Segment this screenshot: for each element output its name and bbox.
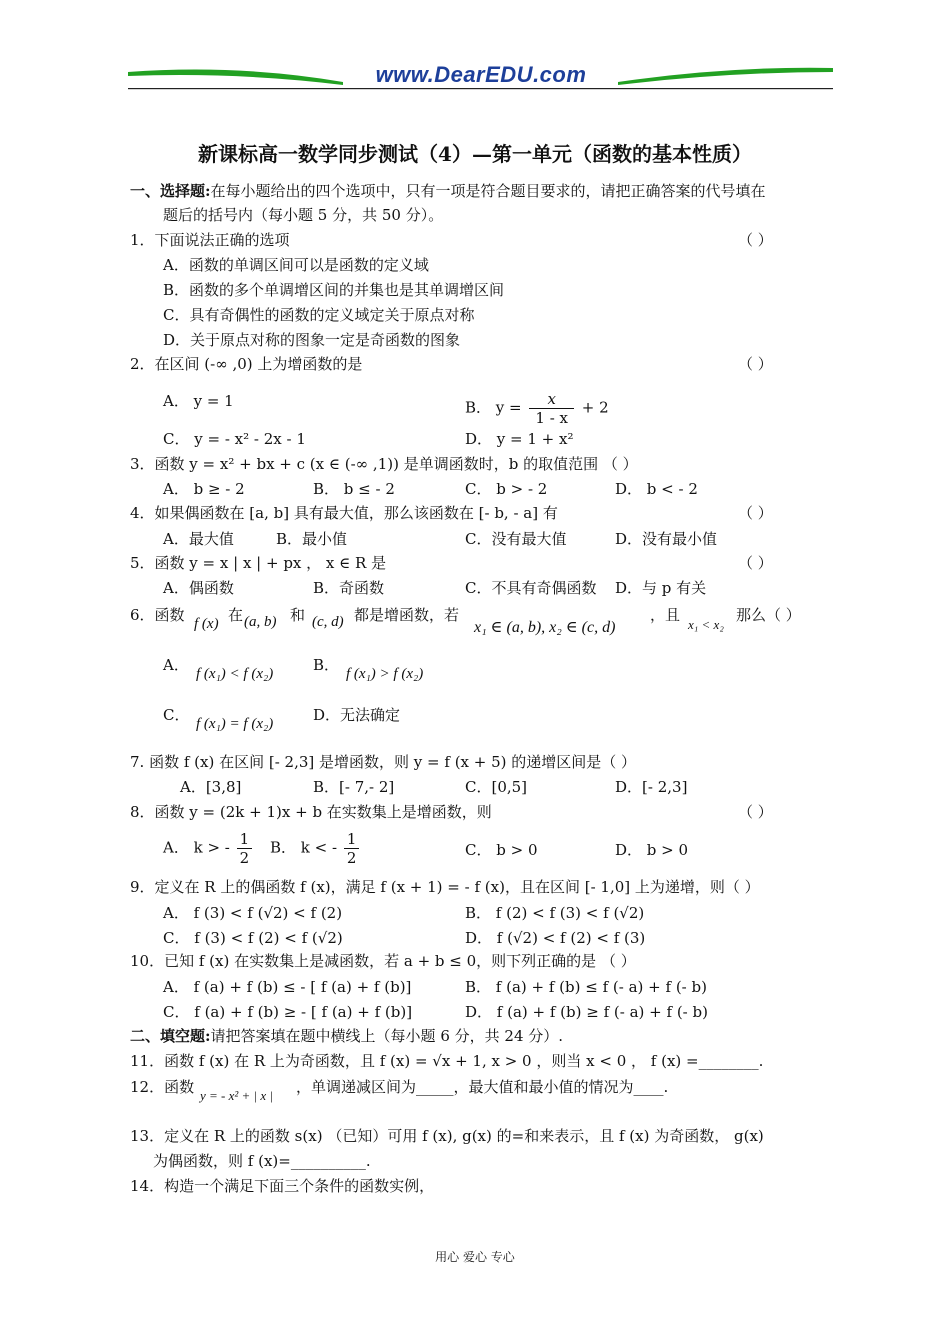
q1-option-b: B．函数的多个单调增区间的并集也是其单调增区间 bbox=[163, 281, 505, 299]
q2-option-b-tail: + 2 bbox=[581, 398, 609, 417]
q8-option-c: C． b > 0 bbox=[465, 841, 538, 859]
q6-interval-cd: (c, d) bbox=[312, 614, 344, 630]
q13-line-1: 13．定义在 R 上的函数 s(x) （已知）可用 f (x), g(x) 的=和来表示，且 f (x) 为奇函数， g(x) bbox=[130, 1127, 764, 1145]
q1-option-c: C．具有奇偶性的函数的定义域定关于原点对称 bbox=[163, 306, 475, 324]
q6-option-c-label: C． bbox=[163, 706, 190, 724]
section1-intro-text: 在每小题给出的四个选项中，只有一项是符合题目要求的，请把正确答案的代号填在 bbox=[210, 182, 766, 200]
q6-stem-start: 6．函数 bbox=[130, 606, 185, 624]
q7-option-b: B．[- 7,- 2] bbox=[313, 778, 395, 796]
q8-option-d: D． b > 0 bbox=[615, 841, 689, 859]
section1-intro bbox=[130, 180, 766, 201]
q6-option-b: f (x₁) > f (x₂) bbox=[346, 666, 424, 682]
q4-option-b: B．最小值 bbox=[276, 530, 348, 548]
q4-stem: 4．如果偶函数在 [a, b] 具有最大值，那么该函数在 [- b, - a] 有 bbox=[130, 504, 558, 522]
q2-option-b-label: B． y = bbox=[465, 398, 522, 417]
q9-option-d: D． f (√2) < f (2) < f (3) bbox=[465, 929, 646, 947]
q2-b-numerator: x bbox=[529, 390, 574, 409]
q14-stem: 14．构造一个满足下面三个条件的函数实例， bbox=[130, 1177, 435, 1195]
q8-option-b-label: B． k < - bbox=[270, 838, 338, 857]
q2-b-denominator: 1 - x bbox=[535, 409, 568, 427]
page-footer: 用心 爱心 专心 bbox=[435, 1250, 515, 1264]
q6-stem-end: 那么（ ） bbox=[736, 606, 801, 624]
q5-option-a: A．偶函数 bbox=[163, 579, 234, 597]
q7-option-c: C．[0,5] bbox=[465, 778, 528, 796]
section2-intro-text: 请把答案填在题中横线上（每小题 6 分，共 24 分）. bbox=[210, 1027, 564, 1045]
q8-option-b bbox=[270, 830, 359, 867]
q9-option-c: C． f (3) < f (2) < f (√2) bbox=[163, 929, 343, 947]
page-title: 新课标高一数学同步测试（4）—第一单元（函数的基本性质） bbox=[198, 142, 752, 166]
q6-option-c: f (x₁) = f (x₂) bbox=[196, 716, 274, 732]
q3-stem: 3．函数 y = x² + bx + c (x ∈ (-∞ ,1)) 是单调函数时，b 的取值范围 （ ） bbox=[130, 455, 638, 473]
q8-option-a-fraction bbox=[237, 830, 253, 867]
q6-option-a-label: A． bbox=[163, 656, 189, 674]
q6-word-in: 在 bbox=[228, 606, 244, 624]
q1-option-a: A．函数的单调区间可以是函数的定义域 bbox=[163, 256, 429, 274]
q6-option-a: f (x₁) < f (x₂) bbox=[196, 666, 274, 682]
q3-option-b: B． b ≤ - 2 bbox=[313, 480, 395, 498]
q4-answer-paren: （ ） bbox=[738, 504, 773, 522]
q6-condition: x₁ ∈ (a, b), x₂ ∈ (c, d) bbox=[474, 619, 616, 636]
q12-stem-end: ，单调递减区间为_____，最大值和最小值的情况为____. bbox=[296, 1078, 669, 1096]
q9-stem: 9．定义在 R 上的偶函数 f (x)，满足 f (x + 1) = - f (x)，且在区间 [- 1,0] 上为递增，则（ ） bbox=[130, 878, 760, 896]
q6-stem-mid: 都是增函数，若 bbox=[354, 606, 460, 624]
q5-option-c: C．不具有奇偶函数 bbox=[465, 579, 597, 597]
q7-option-d: D．[- 2,3] bbox=[615, 778, 688, 796]
q6-function: f (x) bbox=[194, 616, 219, 632]
q10-option-a: A． f (a) + f (b) ≤ - [ f (a) + f (b)] bbox=[163, 978, 412, 996]
q2-option-c: C． y = - x² - 2x - 1 bbox=[163, 430, 306, 448]
q4-option-c: C．没有最大值 bbox=[465, 530, 567, 548]
section2-heading: 二、填空题: bbox=[130, 1027, 211, 1045]
q12-function: y = - x² + | x | bbox=[200, 1088, 273, 1103]
q5-option-d: D．与 p 有关 bbox=[615, 579, 707, 597]
q10-stem: 10．已知 f (x) 在实数集上是减函数，若 a + b ≤ 0，则下列正确的是 （ ） bbox=[130, 952, 636, 970]
q6-and-word: ，且 bbox=[650, 606, 681, 624]
q5-answer-paren: （ ） bbox=[738, 554, 773, 572]
q2-option-b bbox=[465, 390, 609, 427]
q2-option-d: D． y = 1 + x² bbox=[465, 430, 574, 448]
q12-stem-start: 12．函数 bbox=[130, 1078, 195, 1096]
header-banner bbox=[128, 60, 833, 94]
section2-intro bbox=[130, 1025, 563, 1046]
q5-option-b: B．奇函数 bbox=[313, 579, 385, 597]
q10-option-c: C． f (a) + f (b) ≥ - [ f (a) + f (b)] bbox=[163, 1003, 413, 1021]
site-brand[interactable]: www.DearEDU.com bbox=[375, 62, 587, 87]
q3-option-c: C． b > - 2 bbox=[465, 480, 548, 498]
q9-option-b: B． f (2) < f (3) < f (√2) bbox=[465, 904, 645, 922]
q11-stem: 11．函数 f (x) 在 R 上为奇函数，且 f (x) = √x + 1, x > 0 ，则当 x < 0 ， f (x) =________. bbox=[130, 1052, 764, 1070]
q1-option-d: D．关于原点对称的图象一定是奇函数的图象 bbox=[163, 331, 461, 349]
q7-stem: 7. 函数 f (x) 在区间 [- 2,3] 是增函数，则 y = f (x + 5) 的递增区间是（ ） bbox=[130, 753, 637, 771]
q8-answer-paren: （ ） bbox=[738, 803, 773, 821]
q2-option-b-fraction bbox=[529, 390, 574, 427]
q10-option-b: B． f (a) + f (b) ≤ f (- a) + f (- b) bbox=[465, 978, 707, 996]
q2-option-a: A． y = 1 bbox=[163, 392, 234, 410]
q6-word-and: 和 bbox=[290, 606, 306, 624]
q6-order: x₁ < x₂ bbox=[688, 617, 724, 632]
q8-option-a bbox=[163, 830, 252, 867]
q2-answer-paren: （ ） bbox=[738, 355, 773, 373]
q3-option-d: D． b < - 2 bbox=[615, 480, 698, 498]
q1-answer-paren: （ ） bbox=[738, 231, 773, 249]
q8-stem: 8．函数 y = (2k + 1)x + b 在实数集上是增函数，则 bbox=[130, 803, 492, 821]
q6-option-b-label: B． bbox=[313, 656, 340, 674]
q2-stem: 2．在区间 (-∞ ,0) 上为增函数的是 bbox=[130, 355, 363, 373]
q6-interval-ab: (a, b) bbox=[244, 614, 277, 630]
q1-stem: 1．下面说法正确的选项 bbox=[130, 231, 290, 249]
q8-a-denominator: 2 bbox=[239, 849, 250, 867]
section1-heading: 一、选择题: bbox=[130, 182, 211, 200]
q8-a-numerator: 1 bbox=[237, 830, 253, 849]
q8-b-numerator: 1 bbox=[344, 830, 360, 849]
q4-option-d: D．没有最小值 bbox=[615, 530, 718, 548]
q8-option-b-fraction bbox=[344, 830, 360, 867]
q3-option-a: A． b ≥ - 2 bbox=[163, 480, 245, 498]
q8-b-denominator: 2 bbox=[346, 849, 357, 867]
q5-stem: 5．函数 y = x | x | + px ， x ∈ R 是 bbox=[130, 554, 387, 572]
q13-line-2: 为偶函数，则 f (x)=__________. bbox=[153, 1152, 371, 1170]
q8-option-a-label: A． k > - bbox=[163, 838, 230, 857]
q7-option-a: A．[3,8] bbox=[180, 778, 242, 796]
section1-intro-cont: 题后的括号内（每小题 5 分，共 50 分）。 bbox=[163, 206, 444, 224]
q9-option-a: A． f (3) < f (√2) < f (2) bbox=[163, 904, 343, 922]
q4-option-a: A．最大值 bbox=[163, 530, 234, 548]
q10-option-d: D． f (a) + f (b) ≥ f (- a) + f (- b) bbox=[465, 1003, 708, 1021]
q6-option-d: D．无法确定 bbox=[313, 706, 401, 724]
